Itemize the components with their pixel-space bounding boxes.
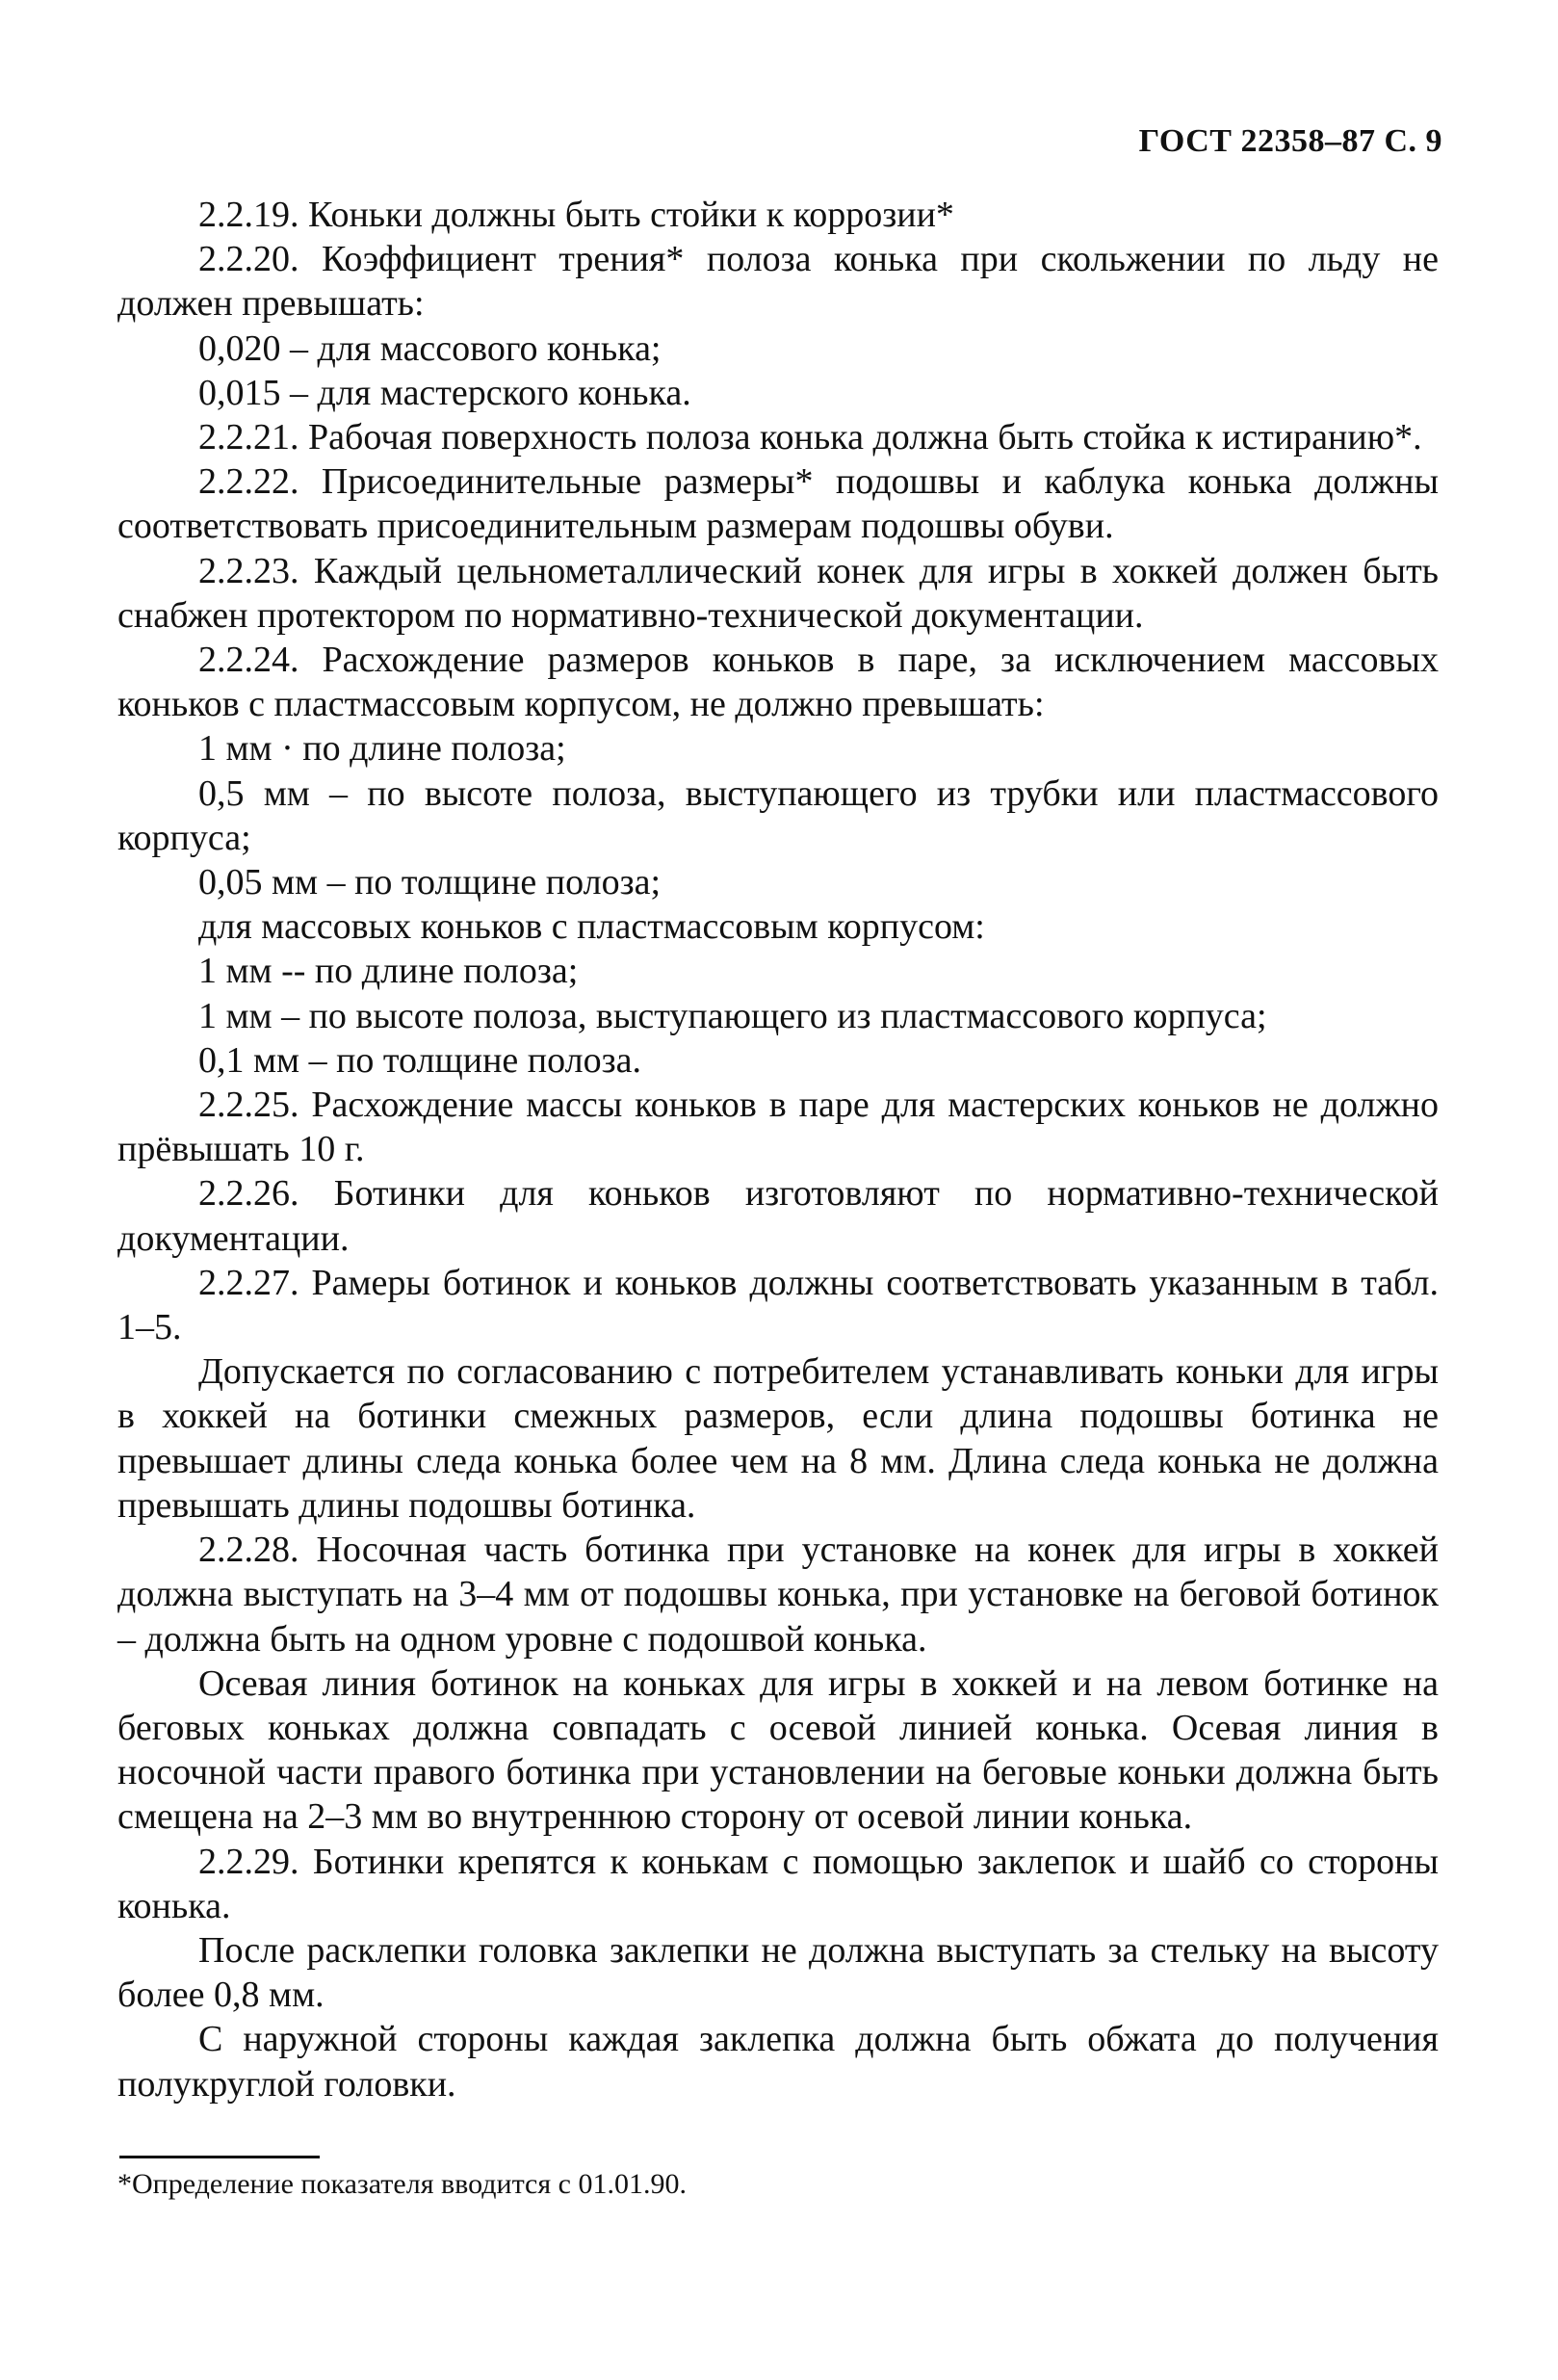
list-item: 0,020 – для массового конька;: [198, 327, 662, 369]
paragraph-2-2-23: 2.2.23. Каждый цельнометаллический конек для игры в хоккей должен быть снабжен протектором по нормативно-технической документации.: [117, 550, 1439, 636]
paragraph-2-2-20: 2.2.20. Коэффициент трения* полоза конька при скольжении по льду не должен превышать:: [117, 239, 1439, 325]
paragraph-2-2-24: 2.2.24. Расхождение размеров коньков в паре, за исключением массовых коньков с пластмассовым корпусом, не должно превышать:: [117, 640, 1439, 725]
paragraph-2-2-26: 2.2.26. Ботинки для коньков изготовляют по нормативно-технической документации.: [117, 1173, 1439, 1259]
paragraph-2-2-29-note-2: С наружной стороны каждая заклепка должна быть обжата до получения полукруглой головки.: [117, 2019, 1439, 2105]
list-item: 0,015 – для мастерского конька.: [198, 372, 691, 413]
list-item: 0,5 мм – по высоте полоза, выступающего из трубки или пластмассового корпуса;: [117, 772, 1439, 858]
footnote-divider: [119, 2156, 320, 2158]
paragraph-2-2-22: 2.2.22. Присоединительные размеры* подошвы и каблука конька должны соответствовать присоединительным размерам подошвы обуви.: [117, 461, 1439, 547]
document-body: [117, 193, 1439, 2106]
page-header: ГОСТ 22358–87 С. 9: [1138, 123, 1442, 159]
paragraph-2-2-27-note: Допускается по согласованию с потребителем устанавливать коньки для игры в хоккей на ботинки смежных размеров, если длина подошвы ботинка не превышает длины следа конька более чем на 8 мм. Длина следа конька не должна превышать длины подошвы ботинка.: [117, 1351, 1439, 1526]
paragraph-2-2-21: 2.2.21. Рабочая поверхность полоза конька должна быть стойка к истиранию*.: [198, 417, 1422, 458]
list-item: 1 мм – по высоте полоза, выступающего из пластмассового корпуса;: [198, 995, 1267, 1036]
paragraph-2-2-28-note: Осевая линия ботинок на коньках для игры в хоккей и на левом ботинке на беговых коньках должна совпадать с осевой линией конька. Осевая линия в носочной части правого ботинка при установлении на беговые коньки должна быть смещена на 2–3 мм во внутреннюю сторону от осевой линии конька.: [117, 1662, 1439, 1838]
paragraph-2-2-29: 2.2.29. Ботинки крепятся к конькам с помощью заклепок и шайб со стороны конька.: [117, 1841, 1439, 1926]
paragraph-2-2-29-note-1: После расклепки головка заклепки не должна выступать за стельку на высоту более 0,8 мм.: [117, 1929, 1439, 2016]
paragraph-2-2-27: 2.2.27. Рамеры ботинок и коньков должны соответствовать указанным в табл. 1–5.: [117, 1262, 1439, 1348]
list-item: 0,1 мм – по толщине полоза.: [198, 1039, 641, 1081]
paragraph-2-2-25: 2.2.25. Расхождение массы коньков в паре для мастерских коньков не должно прëвышать 10 г.: [117, 1085, 1439, 1170]
list-subheading: для массовых коньков с пластмассовым корпусом:: [198, 906, 985, 948]
list-item: 1 мм -- по длине полоза;: [198, 951, 579, 992]
list-item: 0,05 мм – по толщине полоза;: [198, 862, 662, 903]
list-item: 1 мм · по длине полоза;: [198, 728, 566, 770]
paragraph-2-2-28: 2.2.28. Носочная часть ботинка при установке на конек для игры в хоккей должна выступать на 3–4 мм от подошвы конька, при установке на беговой ботинок – должна быть на одном уровне с подошвой конька.: [117, 1530, 1439, 1660]
paragraph-2-2-19: 2.2.19. Коньки должны быть стойки к коррозии*: [198, 195, 954, 235]
footnote: *Определение показателя вводится с 01.01.90.: [117, 2168, 687, 2200]
